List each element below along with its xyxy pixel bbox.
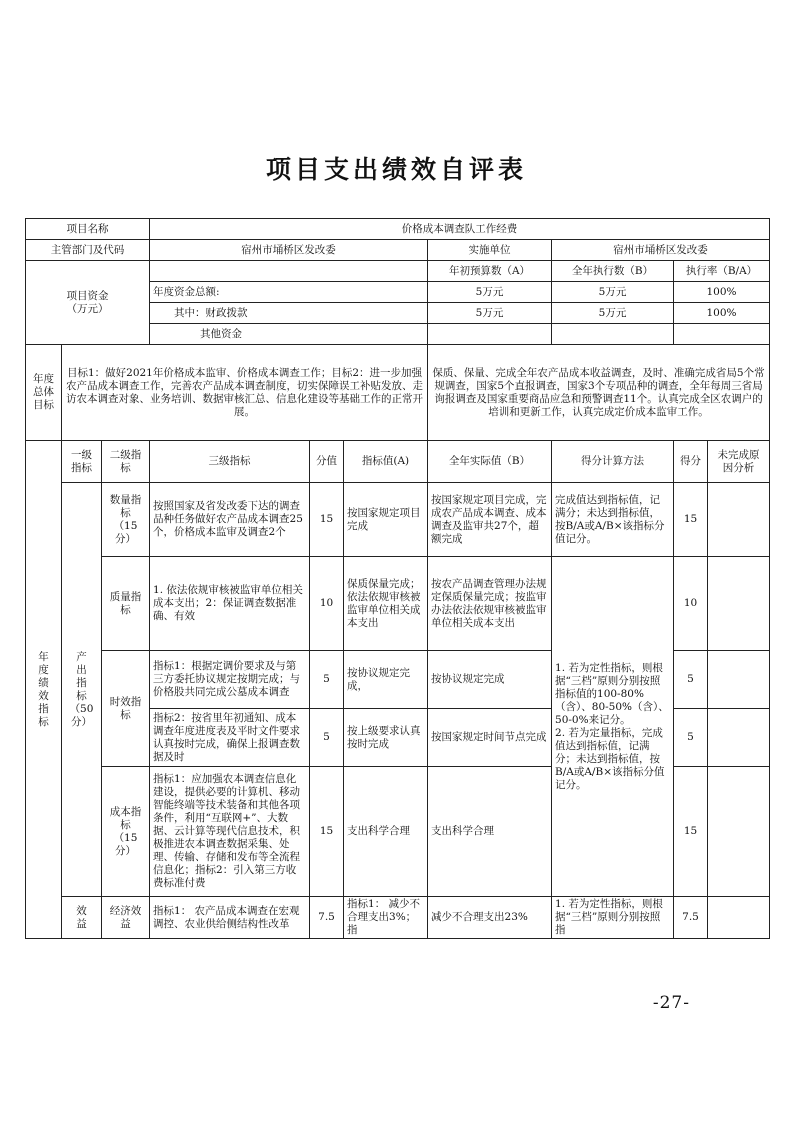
funds-row-label: 年度资金总额: [150, 282, 428, 303]
col-rate-header: 执行率（B/A） [674, 261, 770, 282]
got-quantity: 15 [674, 483, 708, 557]
col-exec-header: 全年执行数（B） [552, 261, 674, 282]
funds-row-label: 其他资金 [150, 324, 428, 345]
header-reason: 未完成原 因分析 [708, 441, 770, 483]
impl-value: 宿州市埇桥区发改委 [552, 240, 770, 261]
header-actual: 全年实际值（B） [428, 441, 552, 483]
funds-row-rate: 100% [674, 282, 770, 303]
goals-left: 目标1：做好2021年价格成本监审、价格成本调查工作；目标2：进一步加强农产品成本调查工作，完善农产品成本调查制度，切实保障误工补贴发放、走访农本调查对象、业务培训、数据审核汇总、信息化建设等基础工作的正常开展。 [62, 345, 428, 441]
header-l2: 二级指 标 [102, 441, 150, 483]
header-target: 指标值(A) [344, 441, 428, 483]
score-economic-benefit: 7.5 [310, 897, 344, 939]
impl-label: 实施单位 [428, 240, 552, 261]
header-l1: 一级 指标 [62, 441, 102, 483]
dept-label: 主管部门及代码 [26, 240, 150, 261]
page-title: 项目支出绩效自评表 [265, 155, 527, 184]
dept-value: 宿州市埇桥区发改委 [150, 240, 428, 261]
reason-timeliness-1 [708, 651, 770, 709]
page-number: -27- [652, 993, 690, 1013]
score-timeliness-2: 5 [310, 709, 344, 767]
l3-cost: 指标1：应加强农本调查信息化建设，提供必要的计算机、移动智能终端等技术装备和其他各项条件，利用“互联网+”、大数据、云计算等现代信息技术，积极推进农本调查数据采集、处理、传输、存储和发布等全流程信息化；指标2：引入第三方收费标准付费 [150, 767, 310, 897]
actual-economic-benefit: 减少不合理支出23% [428, 897, 552, 939]
col-budget-header: 年初预算数（A） [428, 261, 552, 282]
got-quality: 10 [674, 557, 708, 651]
got-economic-benefit: 7.5 [674, 897, 708, 939]
l3-timeliness-1: 指标1：根据定调价要求及与第三方委托协议规定按期完成；与价格股共同完成公墓成本调查 [150, 651, 310, 709]
funds-row-budget: 5万元 [428, 282, 552, 303]
reason-economic-benefit [708, 897, 770, 939]
score-quality: 10 [310, 557, 344, 651]
l3-quantity: 按照国家及省发改委下达的调查品种任务做好农产品成本调查25个，价格成本监审及调查2个 [150, 483, 310, 557]
got-timeliness-1: 5 [674, 651, 708, 709]
target-quality: 保质保量完成；依法依规审核被监审单位相关成本支出 [344, 557, 428, 651]
target-cost: 支出科学合理 [344, 767, 428, 897]
indicators-section-label: 年 度 绩 效 指 标 [26, 441, 62, 939]
funds-row-budget [428, 324, 552, 345]
reason-timeliness-2 [708, 709, 770, 767]
funds-label: 项目资金 （万元） [26, 261, 150, 345]
l2-cost: 成本指 标 （15 分） [102, 767, 150, 897]
goals-label: 年度 总体 目标 [26, 345, 62, 441]
l2-quality: 质量指 标 [102, 557, 150, 651]
l3-timeliness-2: 指标2：按省里年初通知、成本调查年度进度表及平时文件要求认真按时完成，确保上报调查数据及时 [150, 709, 310, 767]
funds-row-exec: 5万元 [552, 303, 674, 324]
project-name-value: 价格成本调查队工作经费 [150, 219, 770, 240]
funds-row-rate: 100% [674, 303, 770, 324]
reason-quantity [708, 483, 770, 557]
actual-timeliness-1: 按协议规定完成 [428, 651, 552, 709]
actual-quality: 按农产品调查管理办法规定保质保量完成；按监审办法依法依规审核被监审单位相关成本支出 [428, 557, 552, 651]
funds-row-exec: 5万元 [552, 282, 674, 303]
header-score: 分值 [310, 441, 344, 483]
actual-quantity: 按国家规定项目完成，完成农产品成本调查、成本调查及监审共27个，超额完成 [428, 483, 552, 557]
reason-cost [708, 767, 770, 897]
merged-method: 1. 若为定性指标，则根据“三档”原则分别按照指标值的100-80%（含）、80-50%（含）、50-0%来记分。 2. 若为定量指标，完成值达到指标值，记满分；未达到指标值，按B/A或A/B×该指标分值记分。 [552, 557, 674, 897]
score-quantity: 15 [310, 483, 344, 557]
l3-quality: 1. 依法依规审核被监审单位相关成本支出；2：保证调查数据准确、有效 [150, 557, 310, 651]
method-quantity: 完成值达到指标值，记满分；未达到指标值，按B/A或A/B×该指标分值记分。 [552, 483, 674, 557]
funds-row-budget: 5万元 [428, 303, 552, 324]
actual-cost: 支出科学合理 [428, 767, 552, 897]
target-timeliness-1: 按协议规定完成， [344, 651, 428, 709]
score-cost: 15 [310, 767, 344, 897]
target-timeliness-2: 按上级要求认真按时完成 [344, 709, 428, 767]
target-economic-benefit: 指标1： 减少不合理支出3%；指 [344, 897, 428, 939]
funds-row-rate [674, 324, 770, 345]
funds-row-label: 其中：财政拨款 [150, 303, 428, 324]
project-name-label: 项目名称 [26, 219, 150, 240]
header-l3: 三级指标 [150, 441, 310, 483]
got-cost: 15 [674, 767, 708, 897]
header-method: 得分计算方法 [552, 441, 674, 483]
actual-timeliness-2: 按国家规定时间节点完成 [428, 709, 552, 767]
header-got: 得分 [674, 441, 708, 483]
l3-economic-benefit: 指标1： 农产品成本调查在宏观调控、农业供给侧结构性改革 [150, 897, 310, 939]
goals-right: 保质、保量、完成全年农产品成本收益调查，及时、准确完成省局5个常规调查，国家5个直报调查，国家3个专项品种的调查，全年每周三省局询报调查及国家重要商品应急和预警调查11个。认真完成全区农调户的培训和更新工作，认真完成定价成本监审工作。 [428, 345, 770, 441]
score-timeliness-1: 5 [310, 651, 344, 709]
reason-quality [708, 557, 770, 651]
output-indicator-label: 产 出 指 标 （50 分） [62, 483, 102, 897]
got-timeliness-2: 5 [674, 709, 708, 767]
l2-timeliness: 时效指 标 [102, 651, 150, 767]
target-quantity: 按国家规定项目完成 [344, 483, 428, 557]
l2-economic-benefit: 经济效 益 [102, 897, 150, 939]
l2-quantity: 数量指 标 （15 分） [102, 483, 150, 557]
funds-row-exec [552, 324, 674, 345]
self-evaluation-table [25, 218, 770, 939]
l1-benefit: 效 益 [62, 897, 102, 939]
method-economic-benefit: 1. 若为定性指标，则根据“三档”原则分别按照指 [552, 897, 674, 939]
